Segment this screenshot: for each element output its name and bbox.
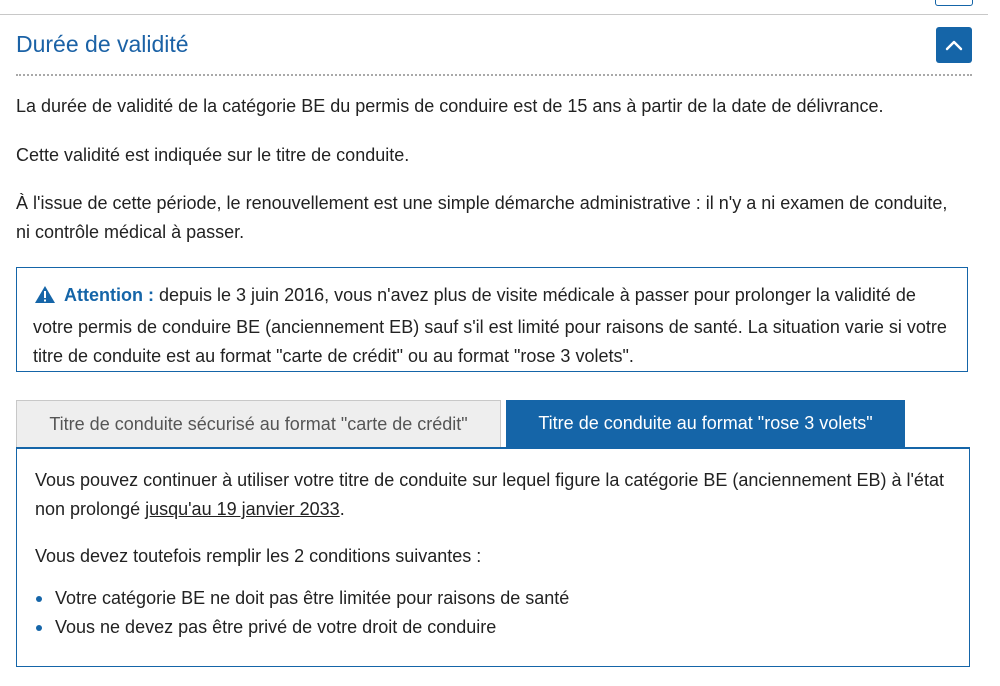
chevron-up-icon (945, 39, 963, 51)
tab-credit-card-format[interactable]: Titre de conduite sécurisé au format "carte de crédit" (16, 400, 501, 447)
list-item-text: Votre catégorie BE ne doit pas être limitée pour raisons de santé (55, 588, 570, 608)
indication-paragraph: Cette validité est indiquée sur le titre de conduite. (16, 145, 410, 165)
bullet-icon (36, 625, 42, 631)
panel-text-after-link: . (339, 499, 345, 519)
attention-text: depuis le 3 juin 2016, vous n'avez plus de visite médicale à passer pour prolonger la validité de votre permis de conduire BE (anciennement EB) sauf s'il est limité pour raisons de santé. La situation varie si votre titre de conduite est au format "carte de crédit" ou au format "rose 3 volets". (33, 285, 947, 366)
section-title: Durée de validité (16, 31, 189, 57)
dotted-divider (16, 74, 972, 76)
attention-box (16, 267, 968, 372)
top-divider (0, 14, 988, 15)
panel-paragraph-2: Vous devez toutefois remplir les 2 conditions suivantes : (35, 546, 482, 566)
attention-label: Attention : (64, 285, 154, 305)
conditions-list (35, 584, 945, 642)
list-item-text: Vous ne devez pas être privé de votre droit de conduire (55, 617, 497, 637)
list-item (35, 584, 945, 613)
warning-icon (34, 284, 56, 313)
collapse-button[interactable] (936, 27, 972, 63)
panel-paragraph-1 (35, 466, 945, 524)
list-item (35, 613, 945, 642)
tab-panel (16, 447, 970, 667)
format-tabs (16, 400, 970, 448)
bullet-icon (36, 596, 42, 602)
panel-text-before-link: Vous pouvez continuer à utiliser votre titre de conduite sur lequel figure la catégorie BE (anciennement EB) à l'état non prolongé (35, 470, 944, 519)
validity-paragraph: La durée de validité de la catégorie BE du permis de conduire est de 15 ans à partir de la date de délivrance. (16, 96, 884, 116)
renewal-paragraph: À l'issue de cette période, le renouvellement est une simple démarche administrative : il n'y a ni examen de conduite, ni contrôle médical à passer. (16, 193, 948, 242)
section-header[interactable] (16, 22, 972, 76)
tab-pink-3-flaps-format[interactable]: Titre de conduite au format "rose 3 volets" (506, 400, 905, 447)
date-link[interactable]: jusqu'au 19 janvier 2033 (145, 499, 340, 519)
previous-section-toggle-edge[interactable] (935, 0, 973, 6)
